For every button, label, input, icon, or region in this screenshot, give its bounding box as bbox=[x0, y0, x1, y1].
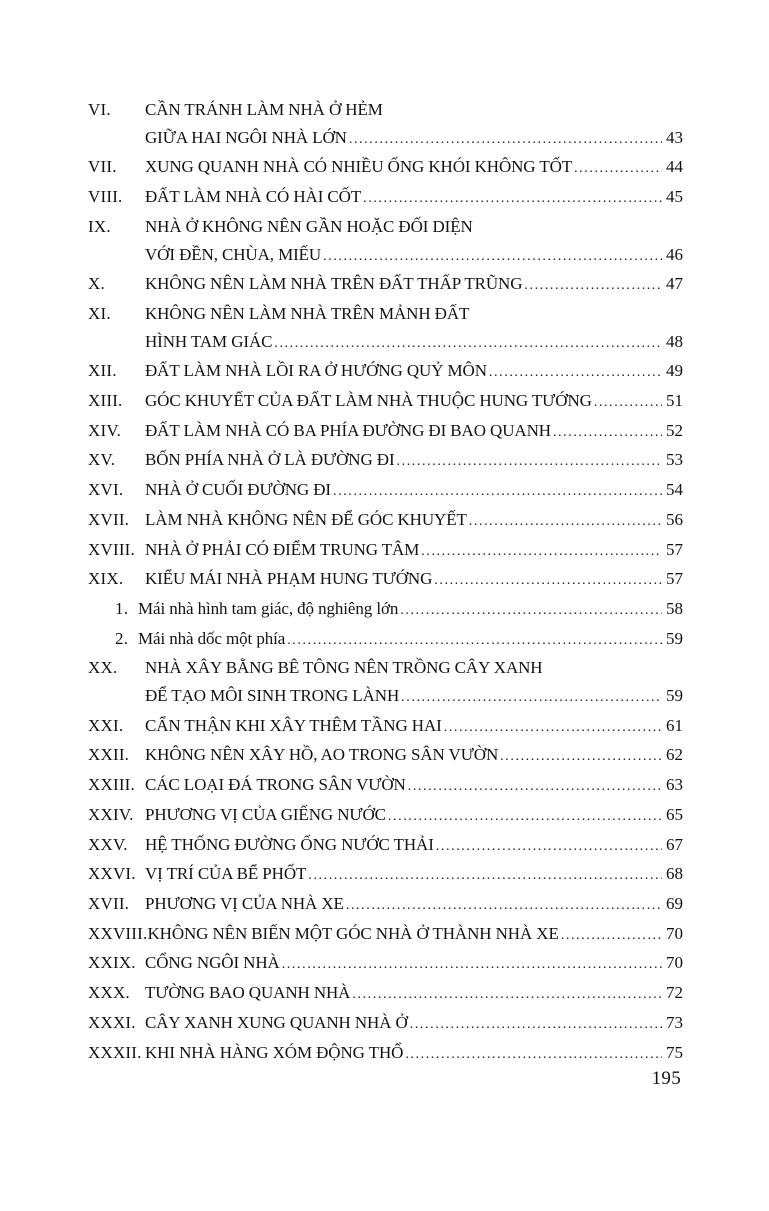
toc-entry-line bbox=[88, 801, 683, 831]
toc-leader-dots bbox=[561, 920, 662, 950]
toc-entry-title: CẦN TRÁNH LÀM NHÀ Ở HẺM bbox=[145, 100, 383, 119]
toc-leader-dots bbox=[574, 153, 662, 183]
toc-entry-numeral: XV. bbox=[88, 450, 116, 470]
toc-entry-page: 59 bbox=[666, 628, 683, 648]
toc-leader-dots bbox=[436, 831, 662, 861]
toc-entry-numeral: VI. bbox=[88, 100, 111, 119]
toc-entry-page: 73 bbox=[666, 1012, 683, 1032]
toc-entry-title: CẨN THẬN KHI XÂY THÊM TẦNG HAI bbox=[145, 715, 442, 735]
toc-entry-title: NHÀ Ở CUỐI ĐƯỜNG ĐI bbox=[145, 480, 331, 500]
toc-entry-line bbox=[88, 506, 683, 536]
toc-entry-page: 54 bbox=[666, 480, 683, 500]
toc-entry-line bbox=[88, 476, 683, 506]
toc-entry-title: PHƯƠNG VỊ CỦA NHÀ XE bbox=[145, 893, 344, 913]
toc-subentry-line bbox=[88, 625, 683, 655]
toc-leader-dots bbox=[397, 446, 662, 476]
toc-entry-title: HÌNH TAM GIÁC bbox=[145, 331, 273, 351]
toc-entry-page: 52 bbox=[666, 420, 683, 440]
toc-leader-dots bbox=[282, 949, 662, 979]
toc-leader-dots bbox=[363, 183, 662, 213]
toc-entry-numeral: XIII. bbox=[88, 391, 123, 411]
toc-entry-page: 70 bbox=[666, 953, 683, 973]
toc-entry-line bbox=[88, 96, 683, 124]
toc-leader-dots bbox=[333, 476, 662, 506]
toc-entry-numeral: XXIV. bbox=[88, 804, 134, 824]
toc-entry-numeral: XXIII. bbox=[88, 775, 135, 795]
toc-entry-numeral: XVII. bbox=[88, 893, 130, 913]
toc-entry-numeral: XXXII. bbox=[88, 1042, 142, 1062]
toc-leader-dots bbox=[308, 860, 662, 890]
toc-entry-title: KIỂU MÁI NHÀ PHẠM HUNG TƯỚNG bbox=[145, 569, 433, 589]
toc-entry-numeral: XXI. bbox=[88, 715, 124, 735]
toc-entry-numeral: XXVI. bbox=[88, 864, 136, 884]
toc-entry-numeral: VIII. bbox=[88, 187, 123, 207]
toc-entry-title: ĐẤT LÀM NHÀ CÓ BA PHÍA ĐƯỜNG ĐI BAO QUANH bbox=[145, 420, 551, 440]
toc-entry-line bbox=[88, 446, 683, 476]
toc-entry-title: ĐẤT LÀM NHÀ CÓ HÀI CỐT bbox=[145, 187, 362, 207]
toc-entry-title: BỐN PHÍA NHÀ Ở LÀ ĐƯỜNG ĐI bbox=[145, 450, 395, 470]
toc-leader-dots bbox=[346, 890, 662, 920]
toc-leader-dots bbox=[421, 536, 662, 566]
toc-entry-line bbox=[88, 712, 683, 742]
toc-entry-page: 72 bbox=[666, 983, 683, 1003]
toc-entry-numeral: XIX. bbox=[88, 569, 124, 589]
toc-entry-title: NHÀ Ở KHÔNG NÊN GẦN HOẶC ĐỐI DIỆN bbox=[145, 216, 473, 236]
toc-entry-numeral: XXII. bbox=[88, 745, 130, 765]
toc-entry-numeral: XXX. bbox=[88, 983, 130, 1003]
toc-leader-dots bbox=[349, 124, 662, 154]
toc-entry-numeral: XIV. bbox=[88, 420, 122, 440]
toc-entry-title: KHÔNG NÊN XÂY HỒ, AO TRONG SÂN VƯỜN bbox=[145, 745, 499, 765]
toc-leader-dots bbox=[553, 417, 662, 447]
toc-entry-line bbox=[88, 890, 683, 920]
toc-entry-page: 48 bbox=[666, 331, 683, 351]
toc-entry-line bbox=[88, 328, 683, 358]
toc-entry-line bbox=[88, 387, 683, 417]
toc-entry-line bbox=[88, 536, 683, 566]
toc-entry-page: 49 bbox=[666, 361, 683, 381]
toc-entry-numeral: XX. bbox=[88, 658, 118, 678]
toc-entry-page: 70 bbox=[666, 923, 683, 943]
toc-entry-page: 58 bbox=[666, 598, 683, 618]
toc-leader-dots bbox=[410, 1009, 662, 1039]
toc-entry-numeral: XVI. bbox=[88, 480, 124, 500]
toc-entry-page: 57 bbox=[666, 539, 683, 559]
toc-leader-dots bbox=[408, 771, 662, 801]
toc-entry-line bbox=[88, 860, 683, 890]
toc-entry-line bbox=[88, 183, 683, 213]
toc-entry-line bbox=[88, 831, 683, 861]
toc-entry-page: 75 bbox=[666, 1042, 683, 1062]
toc-leader-dots bbox=[287, 625, 662, 655]
toc-entry-numeral: XVIII. bbox=[88, 539, 135, 559]
toc-entry-page: 67 bbox=[666, 834, 683, 854]
toc-entry-title: TƯỜNG BAO QUANH NHÀ bbox=[145, 983, 351, 1003]
toc-entry-title: ĐẤT LÀM NHÀ LỒI RA Ở HƯỚNG QUỶ MÔN bbox=[145, 361, 487, 381]
toc-entry-numeral: XXVIII. bbox=[88, 923, 148, 943]
toc-leader-dots bbox=[400, 595, 662, 625]
toc-entry-title: CỔNG NGÔI NHÀ bbox=[145, 953, 280, 973]
toc-entry-line bbox=[88, 565, 683, 595]
toc-entry-title: VỚI ĐỀN, CHÙA, MIẾU bbox=[145, 244, 322, 264]
toc-leader-dots bbox=[388, 801, 662, 831]
toc-entry-line bbox=[88, 124, 683, 154]
toc-entry-title: LÀM NHÀ KHÔNG NÊN ĐỂ GÓC KHUYẾT bbox=[145, 509, 467, 529]
toc-entry-numeral: XXXI. bbox=[88, 1012, 136, 1032]
toc-entry-line bbox=[88, 417, 683, 447]
toc-entry-page: 46 bbox=[666, 244, 683, 264]
toc-entry-title: GÓC KHUYẾT CỦA ĐẤT LÀM NHÀ THUỘC HUNG TƯỚNG bbox=[145, 391, 592, 411]
toc-entry-numeral: XVII. bbox=[88, 509, 130, 529]
toc-entry-line bbox=[88, 270, 683, 300]
toc-entry-page: 51 bbox=[666, 391, 683, 411]
toc-entry-numeral: XI. bbox=[88, 303, 111, 323]
toc-entry-page: 61 bbox=[666, 715, 683, 735]
toc-leader-dots bbox=[594, 387, 662, 417]
toc-entry-numeral: IX. bbox=[88, 216, 111, 236]
toc-leader-dots bbox=[274, 328, 662, 358]
toc-entry-title: HỆ THỐNG ĐƯỜNG ỐNG NƯỚC THẢI bbox=[145, 834, 434, 854]
toc-entry-title: KHÔNG NÊN LÀM NHÀ TRÊN MẢNH ĐẤT bbox=[145, 303, 470, 323]
table-of-contents bbox=[88, 96, 683, 1068]
toc-entry-page: 62 bbox=[666, 745, 683, 765]
toc-entry-line bbox=[88, 213, 683, 241]
toc-entry-title: KHI NHÀ HÀNG XÓM ĐỘNG THỔ bbox=[145, 1042, 404, 1062]
toc-entry-line bbox=[88, 300, 683, 328]
toc-entry-numeral: XII. bbox=[88, 361, 117, 381]
toc-entry-title: Mái nhà dốc một phía bbox=[138, 628, 286, 648]
toc-entry-page: 47 bbox=[666, 274, 683, 294]
toc-leader-dots bbox=[401, 682, 662, 712]
toc-entry-title: XUNG QUANH NHÀ CÓ NHIỀU ỐNG KHÓI KHÔNG TỐT bbox=[145, 157, 573, 177]
toc-leader-dots bbox=[405, 1039, 662, 1069]
toc-entry-page: 56 bbox=[666, 509, 683, 529]
toc-leader-dots bbox=[524, 270, 662, 300]
toc-entry-title: VỊ TRÍ CỦA BỂ PHỐT bbox=[145, 864, 307, 884]
toc-entry-numeral: XXIX. bbox=[88, 953, 136, 973]
toc-entry-page: 63 bbox=[666, 775, 683, 795]
toc-leader-dots bbox=[434, 565, 662, 595]
toc-entry-page: 43 bbox=[666, 127, 683, 147]
toc-entry-page: 44 bbox=[666, 157, 683, 177]
toc-entry-line bbox=[88, 654, 683, 682]
toc-entry-line bbox=[88, 1039, 683, 1069]
toc-entry-page: 59 bbox=[666, 686, 683, 706]
toc-entry-title: PHƯƠNG VỊ CỦA GIẾNG NƯỚC bbox=[145, 804, 386, 824]
toc-leader-dots bbox=[500, 741, 662, 771]
toc-entry-line bbox=[88, 241, 683, 271]
toc-entry-numeral: VII. bbox=[88, 157, 117, 177]
toc-entry-title: Mái nhà hình tam giác, độ nghiêng lớn bbox=[138, 598, 399, 618]
toc-entry-page: 69 bbox=[666, 893, 683, 913]
toc-leader-dots bbox=[469, 506, 662, 536]
toc-entry-page: 53 bbox=[666, 450, 683, 470]
toc-entry-title: CÂY XANH XUNG QUANH NHÀ Ở bbox=[145, 1012, 408, 1032]
toc-entry-line bbox=[88, 920, 683, 950]
toc-entry-line bbox=[88, 771, 683, 801]
toc-entry-line bbox=[88, 357, 683, 387]
toc-entry-numeral: X. bbox=[88, 274, 105, 294]
toc-leader-dots bbox=[444, 712, 662, 742]
toc-entry-page: 57 bbox=[666, 569, 683, 589]
toc-entry-page: 68 bbox=[666, 864, 683, 884]
folio-page-number: 195 bbox=[651, 1068, 681, 1089]
toc-entry-page: 65 bbox=[666, 804, 683, 824]
toc-entry-title: NHÀ Ở PHẢI CÓ ĐIỂM TRUNG TÂM bbox=[145, 539, 420, 559]
toc-entry-line bbox=[88, 979, 683, 1009]
toc-subentry-line bbox=[88, 595, 683, 625]
toc-entry-title: KHÔNG NÊN LÀM NHÀ TRÊN ĐẤT THẤP TRŨNG bbox=[145, 274, 523, 294]
toc-entry-line bbox=[88, 153, 683, 183]
toc-entry-line bbox=[88, 1009, 683, 1039]
toc-entry-line bbox=[88, 949, 683, 979]
toc-entry-numeral: XXV. bbox=[88, 834, 128, 854]
toc-entry-title: GIỮA HAI NGÔI NHÀ LỚN bbox=[145, 127, 347, 147]
toc-entry-title: NHÀ XÂY BẰNG BÊ TÔNG NÊN TRỒNG CÂY XANH bbox=[145, 658, 543, 678]
toc-entry-title: CÁC LOẠI ĐÁ TRONG SÂN VƯỜN bbox=[145, 775, 406, 795]
toc-entry-line bbox=[88, 682, 683, 712]
toc-entry-title: KHÔNG NÊN BIẾN MỘT GÓC NHÀ Ở THÀNH NHÀ XE bbox=[147, 923, 559, 943]
toc-leader-dots bbox=[489, 357, 662, 387]
toc-entry-page: 45 bbox=[666, 187, 683, 207]
toc-leader-dots bbox=[352, 979, 662, 1009]
toc-entry-title: ĐỂ TẠO MÔI SINH TRONG LÀNH bbox=[145, 686, 400, 706]
toc-entry-numeral: 2. bbox=[115, 628, 129, 648]
toc-leader-dots bbox=[323, 241, 662, 271]
toc-entry-line bbox=[88, 741, 683, 771]
toc-entry-numeral: 1. bbox=[115, 598, 129, 618]
